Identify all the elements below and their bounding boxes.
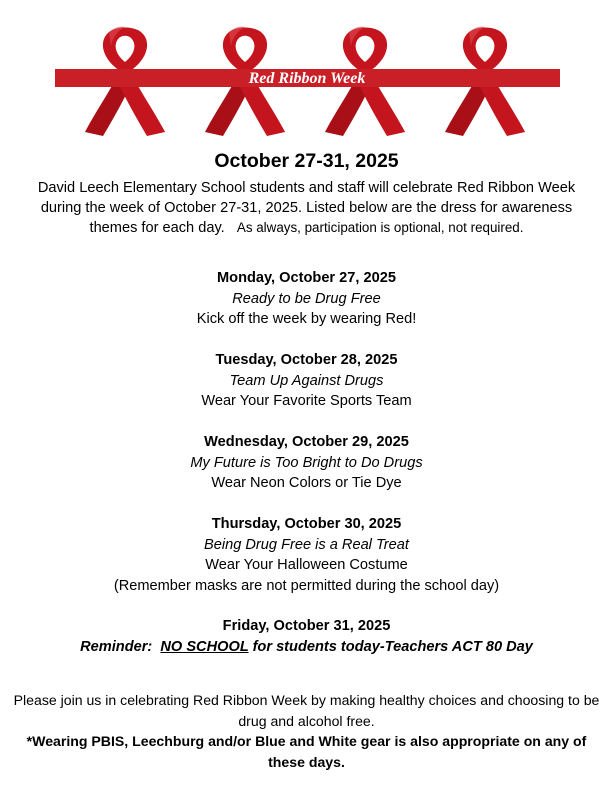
gear-note: *Wearing PBIS, Leechburg and/or Blue and White gear is also appropriate on any of these days. xyxy=(26,733,587,770)
closing-section xyxy=(10,690,603,772)
reminder-suffix: for students today-Teachers ACT 80 Day xyxy=(252,638,533,655)
day-theme: Team Up Against Drugs xyxy=(229,372,384,389)
day-monday xyxy=(0,268,613,330)
day-tuesday xyxy=(0,350,613,412)
reminder-prefix: Reminder: xyxy=(80,638,153,655)
day-date: Thursday, October 30, 2025 xyxy=(211,516,402,532)
no-school-emphasis: NO SCHOOL xyxy=(160,638,249,655)
banner-text: Red Ribbon Week xyxy=(248,70,366,87)
day-date: Friday, October 31, 2025 xyxy=(222,618,391,634)
day-dress: Wear Neon Colors or Tie Dye xyxy=(211,475,402,491)
closing-message: Please join us in celebrating Red Ribbon Week by making healthy choices and choosing to be drug and alcohol free. xyxy=(13,692,600,729)
day-dress: Kick off the week by wearing Red! xyxy=(196,311,417,327)
page-title: October 27-31, 2025 xyxy=(214,150,399,172)
day-theme: My Future is Too Bright to Do Drugs xyxy=(190,454,423,471)
day-date: Monday, October 27, 2025 xyxy=(217,270,396,286)
day-theme: Being Drug Free is a Real Treat xyxy=(204,536,409,553)
banner-graphic xyxy=(55,24,560,139)
red-ribbon-banner xyxy=(55,24,560,139)
day-thursday xyxy=(0,514,613,596)
day-friday xyxy=(0,616,613,657)
intro-main: David Leech Elementary School students and staff will celebrate Red Ribbon Week during the week of October 27-31, 2025. Listed below are the dress for awareness themes for each day. xyxy=(37,180,576,236)
day-date: Wednesday, October 29, 2025 xyxy=(204,434,409,450)
day-wednesday xyxy=(0,432,613,494)
intro-paragraph xyxy=(18,178,595,238)
intro-note: As always, participation is optional, not required. xyxy=(236,220,524,235)
day-theme: Ready to be Drug Free xyxy=(232,290,381,307)
day-dress: Wear Your Favorite Sports Team xyxy=(201,393,412,409)
day-date: Tuesday, October 28, 2025 xyxy=(215,352,398,368)
friday-reminder xyxy=(0,637,613,658)
day-dress: Wear Your Halloween Costume xyxy=(205,557,408,573)
day-note: (Remember masks are not permitted during the school day) xyxy=(113,577,500,594)
